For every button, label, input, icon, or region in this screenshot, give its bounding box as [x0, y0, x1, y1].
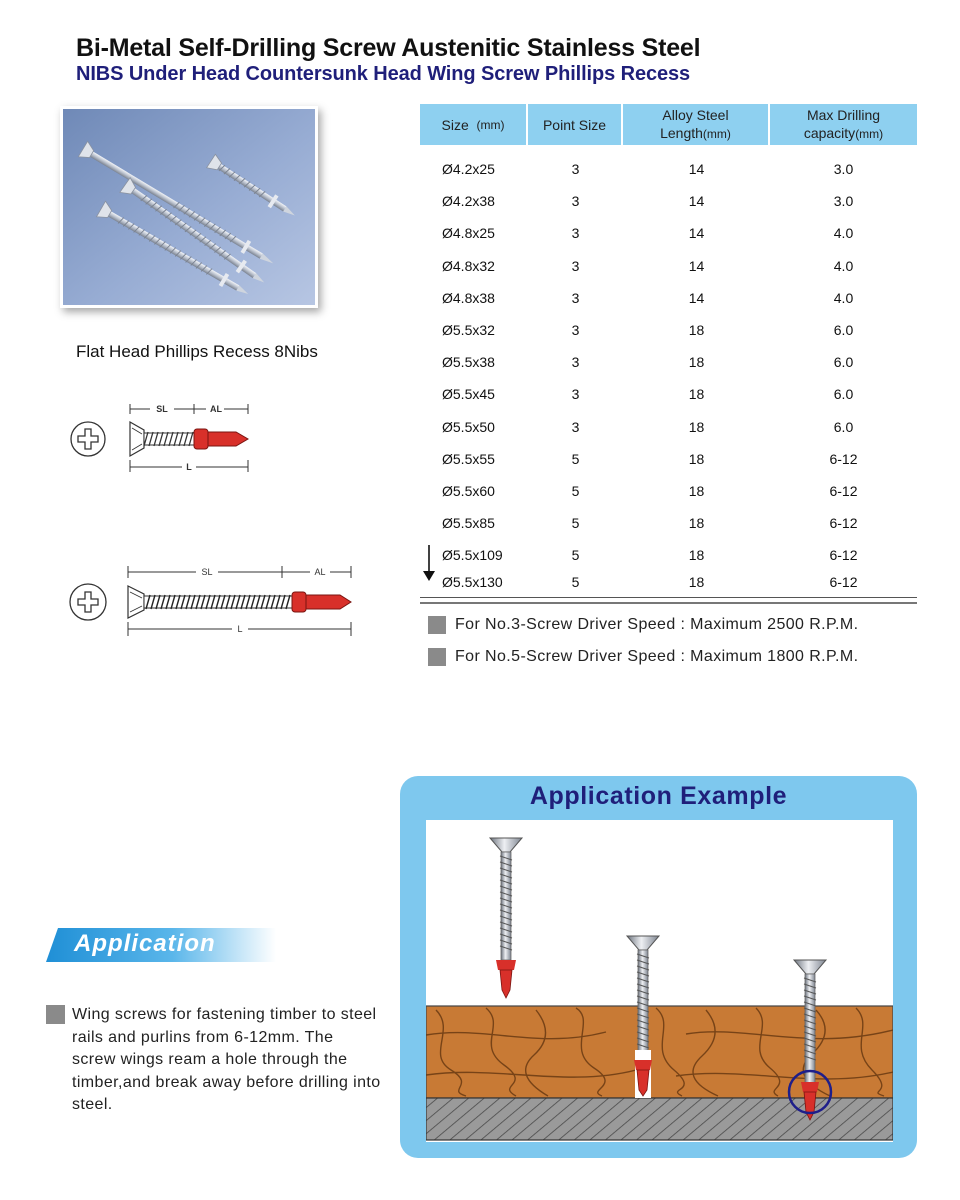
cell-length: 14: [688, 257, 705, 274]
cell-capacity: 6.0: [833, 354, 854, 371]
cell-capacity: 6.0: [833, 386, 854, 403]
phillips-recess-icon: [70, 584, 106, 620]
table-row: [420, 411, 917, 443]
cell-point: 5: [571, 482, 580, 499]
sl-label: SL: [201, 567, 213, 577]
cell-size: Ø5.5x60: [442, 482, 495, 499]
table-header: [420, 104, 917, 145]
cell-point: 3: [571, 161, 580, 178]
cell-size: Ø5.5x130: [442, 574, 503, 591]
cell-length: 14: [688, 225, 705, 242]
cell-capacity: 3.0: [833, 193, 854, 210]
cell-point: 3: [571, 322, 580, 339]
cell-size: Ø5.5x50: [442, 418, 495, 435]
product-photo: [60, 106, 318, 308]
cell-length: 18: [688, 482, 705, 499]
cell-size: Ø5.5x32: [442, 322, 495, 339]
bullet-square-icon: [428, 648, 446, 666]
header-length: Alloy Steel Length(mm): [623, 104, 768, 145]
application-example-panel: [400, 776, 917, 1158]
note-speed-no3: For No.3-Screw Driver Speed : Maximum 2500 R.P.M.: [428, 616, 858, 634]
cell-length: 18: [688, 574, 705, 591]
cell-size: Ø4.2x38: [442, 193, 495, 210]
steel-layer: [426, 1098, 893, 1140]
cell-capacity: 6-12: [829, 515, 858, 532]
cell-size: Ø4.8x38: [442, 289, 495, 306]
screw-before-drilling: [490, 838, 522, 998]
cell-length: 18: [688, 418, 705, 435]
application-heading: Application: [74, 930, 216, 957]
al-label: AL: [210, 404, 222, 414]
cell-length: 18: [688, 322, 705, 339]
cell-point: 5: [571, 547, 580, 564]
cell-length: 18: [688, 354, 705, 371]
cell-point: 3: [571, 418, 580, 435]
cell-length: 18: [688, 547, 705, 564]
cell-size: Ø5.5x85: [442, 515, 495, 532]
cell-point: 3: [571, 386, 580, 403]
cell-capacity: 6-12: [829, 547, 858, 564]
cell-length: 18: [688, 386, 705, 403]
cell-capacity: 6.0: [833, 418, 854, 435]
cell-capacity: 3.0: [833, 161, 854, 178]
table-row: [420, 346, 917, 378]
cell-capacity: 6.0: [833, 322, 854, 339]
cell-capacity: 4.0: [833, 289, 854, 306]
cell-point: 3: [571, 225, 580, 242]
cell-length: 14: [688, 193, 705, 210]
header-size: Size (mm): [420, 104, 526, 145]
application-text: Wing screws for fastening timber to steel rails and purlins from 6-12mm. The screw wings ream a hole through the timber,and break away before drilling into steel.: [72, 1006, 381, 1113]
header-capacity: Max Drilling capacity(mm): [770, 104, 917, 145]
cell-length: 18: [688, 450, 705, 467]
cell-point: 3: [571, 354, 580, 371]
application-example-title: Application Example: [529, 782, 788, 810]
header-point-size: Point Size: [528, 104, 621, 145]
cell-size: Ø4.2x25: [442, 161, 495, 178]
cell-point: 5: [571, 515, 580, 532]
table-row: [420, 153, 917, 185]
cell-size: Ø4.8x32: [442, 257, 495, 274]
table-row: [420, 475, 917, 507]
table-row: [420, 571, 917, 593]
l-label: L: [186, 462, 192, 472]
cell-size: Ø5.5x38: [442, 354, 495, 371]
cell-size: Ø5.5x45: [442, 386, 495, 403]
cell-size: Ø5.5x55: [442, 450, 495, 467]
cell-length: 18: [688, 515, 705, 532]
table-row: [420, 217, 917, 249]
cell-point: 3: [571, 193, 580, 210]
cell-length: 14: [688, 161, 705, 178]
table-row: [420, 314, 917, 346]
cell-point: 5: [571, 450, 580, 467]
cell-point: 3: [571, 257, 580, 274]
arrow-down-icon: [422, 545, 436, 583]
al-label: AL: [314, 567, 326, 577]
application-example-illustration: [426, 820, 893, 1142]
note-speed-no5: For No.5-Screw Driver Speed : Maximum 1800 R.P.M.: [428, 648, 858, 666]
cell-capacity: 6-12: [829, 482, 858, 499]
cell-size: Ø5.5x109: [442, 547, 503, 564]
table-row: [420, 443, 917, 475]
table-row: [420, 539, 917, 571]
cell-point: 5: [571, 574, 580, 591]
table-row: [420, 507, 917, 539]
cell-size: Ø4.8x25: [442, 225, 495, 242]
cell-point: 3: [571, 289, 580, 306]
bullet-square-icon: [428, 616, 446, 634]
cell-capacity: 6-12: [829, 574, 858, 591]
product-caption: Flat Head Phillips Recess 8Nibs: [76, 342, 318, 361]
bullet-square-icon: [46, 1005, 65, 1024]
spec-table: [420, 104, 917, 593]
table-row: [420, 282, 917, 314]
table-row: [420, 250, 917, 282]
cell-capacity: 4.0: [833, 257, 854, 274]
table-body: [420, 153, 917, 593]
long-screw-drawing: [64, 560, 364, 645]
table-row: [420, 185, 917, 217]
short-screw-drawing: [64, 398, 264, 483]
cell-capacity: 6-12: [829, 450, 858, 467]
cell-length: 14: [688, 289, 705, 306]
sl-label: SL: [156, 404, 168, 414]
page-title: Bi-Metal Self-Drilling Screw Austenitic Stainless Steel: [76, 34, 701, 62]
application-description: [46, 1004, 382, 1117]
l-label: L: [237, 624, 243, 634]
phillips-recess-icon: [71, 422, 105, 456]
cell-capacity: 4.0: [833, 225, 854, 242]
table-rule: [420, 597, 917, 604]
table-row: [420, 378, 917, 410]
page-subtitle: NIBS Under Head Countersunk Head Wing Screw Phillips Recess: [76, 63, 691, 85]
